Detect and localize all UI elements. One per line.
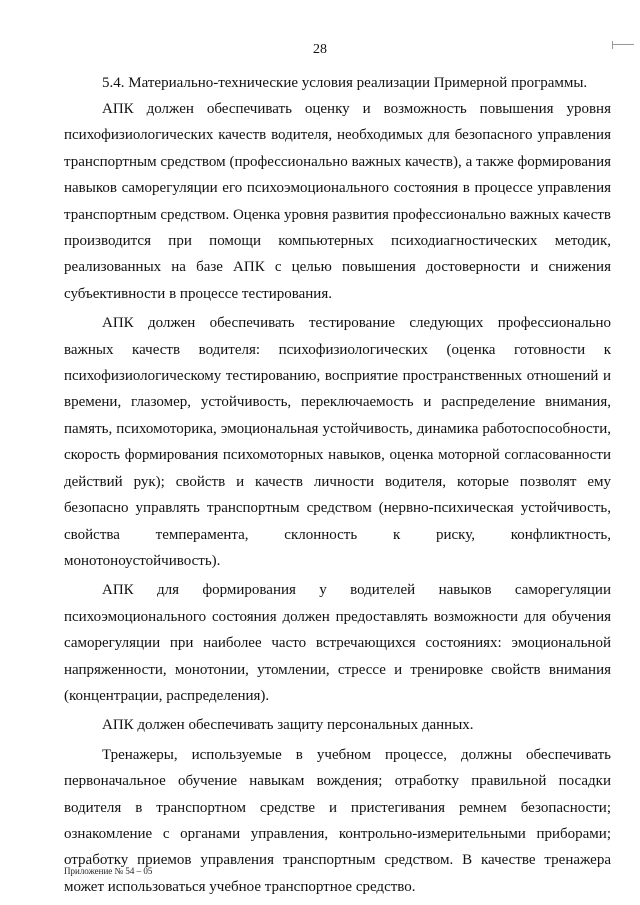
paragraph-1: АПК должен обеспечивать оценку и возможность повышения уровня психофизиологических качеств водителя, необходимых для безопасного управления транспортным средством (профессионально важных качеств), а также формирования навыков саморегуляции его психоэмоционального состояния в процессе управления транспортным средством. Оценка уровня развития профессионально важных качеств производится при помощи компьютерных психодиагностических методик, реализованных на базе АПК с целью повышения достоверности и снижения субъективности в процессе тестирования. xyxy=(64,101,611,302)
footer-annex-note: Приложение № 54 – 05 xyxy=(64,866,153,876)
section-heading: 5.4. Материально-технические условия реализации Примерной программы. xyxy=(102,75,588,91)
scan-edge-mark xyxy=(612,44,634,51)
page-number: 28 xyxy=(313,42,327,57)
paragraph-2: АПК должен обеспечивать тестирование следующих профессионально важных качеств водителя: психофизиологических (оценка готовности к психофизиологическому тестированию, восприятие пространственных отношений и времени, глазомер, устойчивость, переключаемость и распределение внимания, память, психомоторика, эмоциональная устойчивость, динамика работоспособности, скорость формирования психомоторных навыков, оценка моторной согласованности действий рук); свойств и качеств личности водителя, которые позволят ему безопасно управлять транспортным средством (нервно-психическая устойчивость, свойства темперамента, склонность к риску, конфликтность, монотоноустойчивость). xyxy=(64,315,611,569)
paragraph-3: АПК для формирования у водителей навыков саморегуляции психоэмоционального состояния должен предоставлять возможности для обучения саморегуляции при наиболее часто встречающихся состояниях: эмоциональной напряженности, монотонии, утомлении, стрессе и тренировке свойств внимания (концентрации, распределения). xyxy=(64,582,611,704)
document-body xyxy=(64,70,611,903)
paragraph-4: АПК должен обеспечивать защиту персональных данных. xyxy=(102,717,474,734)
paragraph-5: Тренажеры, используемые в учебном процессе, должны обеспечивать первоначальное обучение навыкам вождения; отработку правильной посадки водителя в транспортном средстве и пристегивания ремнем безопасности; ознакомление с органами управления, контрольно-измерительными приборами; отработку приемов управления транспортным средством. В качестве тренажера может использоваться учебное транспортное средство. xyxy=(64,746,611,895)
